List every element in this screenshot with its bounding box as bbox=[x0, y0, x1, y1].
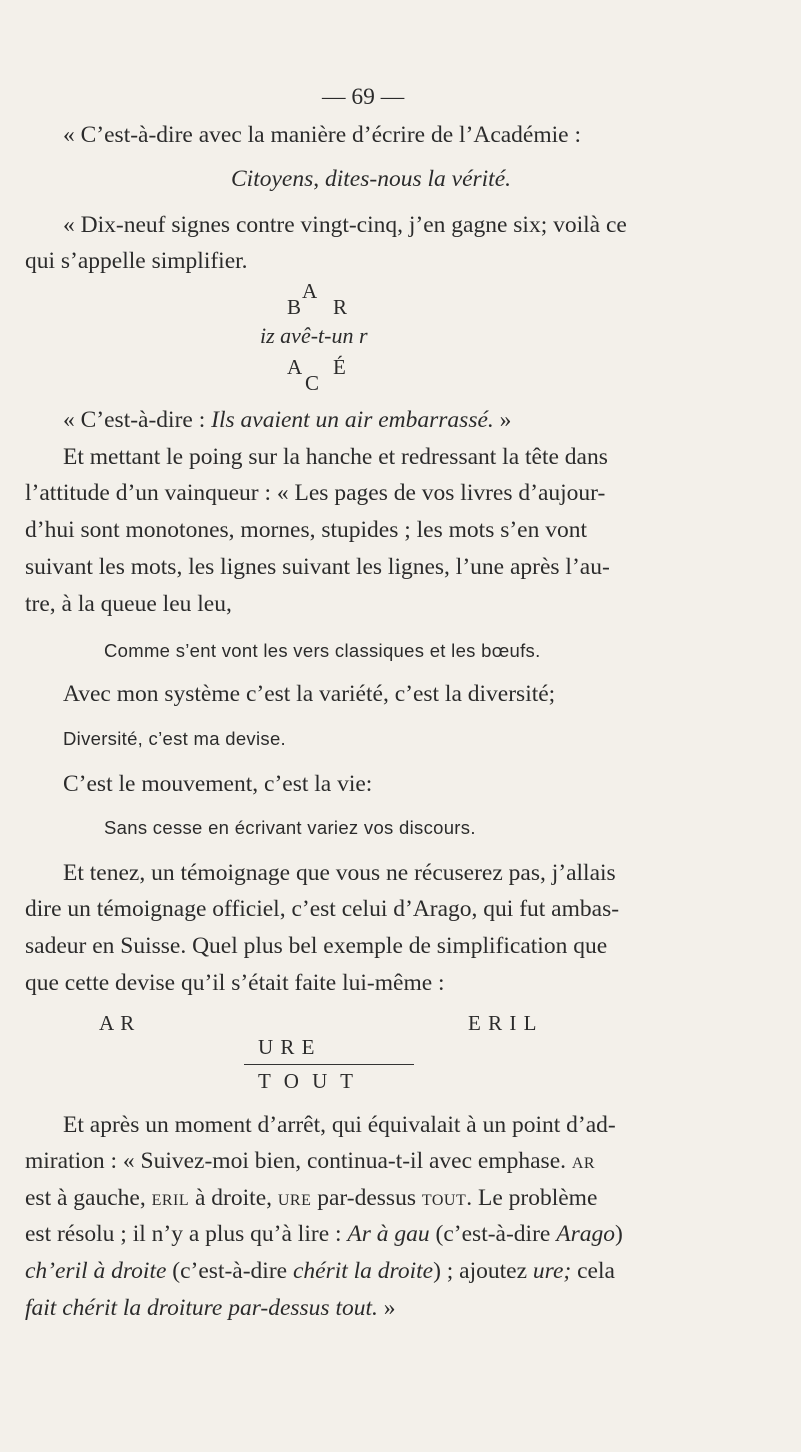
paragraph-systeme: Avec mon système c’est la variété, c’est la diversité; bbox=[63, 681, 556, 707]
text-suivez: miration : « Suivez-moi bien, continua-t-il avec emphase. bbox=[25, 1148, 566, 1174]
smallcaps-tout: tout bbox=[421, 1185, 467, 1211]
text-gauche: est à gauche, bbox=[25, 1185, 146, 1211]
text-paren: ) bbox=[614, 1221, 623, 1247]
rebus1-bottom-right: É bbox=[333, 355, 346, 379]
italic-ar-a-gau: Ar à gau bbox=[347, 1221, 430, 1247]
text-probleme: . Le problème bbox=[466, 1185, 598, 1211]
rebus1-bottom-low: C bbox=[305, 371, 320, 395]
smallcaps-eril: eril bbox=[151, 1185, 190, 1211]
paragraph-arret-line-2 bbox=[25, 1146, 595, 1176]
text-prefix: « C’est-à-dire : bbox=[63, 407, 212, 433]
paragraph-poing-line-4: suivant les mots, les lignes suivant les lignes, l’une après l’au- bbox=[25, 554, 610, 580]
text-suffix: » bbox=[493, 407, 512, 433]
rebus2-lower: T O U T bbox=[258, 1069, 357, 1093]
paragraph-academie-line-2 bbox=[231, 164, 511, 194]
verse-diversite: Diversité, c’est ma devise. bbox=[63, 728, 286, 749]
italic-embarrasse: Ils avaient un air embarrassé. bbox=[211, 407, 494, 433]
rebus2-upper: U R E bbox=[258, 1035, 316, 1059]
rebus2-divider bbox=[244, 1064, 414, 1065]
rebus1-top: A bbox=[302, 279, 318, 303]
paragraph-temoignage-line-2: dire un témoignage officiel, c’est celui d’Arago, qui fut ambas- bbox=[25, 896, 620, 922]
italic-cherit-la-droite: chérit la droite bbox=[292, 1258, 434, 1284]
verse-classiques: Comme s’ent vont les vers classiques et les bœufs. bbox=[104, 640, 541, 661]
paragraph-temoignage-line-1: Et tenez, un témoignage que vous ne récuserez pas, j’allais bbox=[63, 860, 616, 886]
paragraph-poing-line-2: l’attitude d’un vainqueur : « Les pages de vos livres d’aujour- bbox=[25, 480, 606, 506]
italic-dites-nous: dites-nous la vérité. bbox=[325, 166, 512, 192]
paragraph-temoignage-line-3: sadeur en Suisse. Quel plus bel exemple de simplification que bbox=[25, 933, 608, 959]
rebus2-left: A R bbox=[99, 1011, 136, 1035]
rebus1-right: R bbox=[333, 295, 348, 319]
paragraph-arret-line-4 bbox=[25, 1219, 623, 1249]
text-cest-a-dire: (c’est-à-dire bbox=[429, 1221, 557, 1247]
comma: , bbox=[313, 166, 325, 192]
text-resolu: est résolu ; il n’y a plus qu’à lire : bbox=[25, 1221, 348, 1247]
paragraph-arret-line-1: Et après un moment d’arrêt, qui équivalait à un point d’ad- bbox=[63, 1112, 616, 1138]
page-number: — 69 — bbox=[322, 84, 405, 110]
italic-droiture: fait chérit la droiture par-dessus tout. bbox=[25, 1295, 378, 1321]
paragraph-arret-line-3 bbox=[25, 1183, 597, 1213]
text-cest-a-dire-2: (c’est-à-dire bbox=[166, 1258, 293, 1284]
verse-sans-cesse: Sans cesse en écrivant variez vos discours. bbox=[104, 817, 476, 838]
italic-arago: Arago bbox=[556, 1221, 615, 1247]
text-ajoutez: ) ; ajoutez bbox=[433, 1258, 533, 1284]
text-close-quote: » bbox=[377, 1295, 396, 1321]
italic-cheril: ch’eril à droite bbox=[25, 1258, 167, 1284]
paragraph-embarrasse bbox=[63, 405, 511, 435]
text-droite: à droite, bbox=[195, 1185, 272, 1211]
paragraph-arret-line-5 bbox=[25, 1256, 615, 1286]
smallcaps-ure: ure bbox=[277, 1185, 312, 1211]
paragraph-academie-line-1: « C’est-à-dire avec la manière d’écrire de l’Académie : bbox=[63, 122, 582, 148]
paragraph-temoignage-line-4: que cette devise qu’il s’était faite lui-même : bbox=[25, 970, 445, 996]
paragraph-poing-line-5: tre, à la queue leu leu, bbox=[25, 591, 232, 617]
paragraph-poing-line-1: Et mettant le poing sur la hanche et redressant la tête dans bbox=[63, 444, 608, 470]
text-par-dessus: par-dessus bbox=[317, 1185, 416, 1211]
rebus1-bottom-left: A bbox=[287, 355, 303, 379]
text-cela: cela bbox=[571, 1258, 615, 1284]
paragraph-mouvement: C’est le mouvement, c’est la vie: bbox=[63, 771, 373, 797]
paragraph-poing-line-3: d’hui sont monotones, mornes, stupides ; les mots s’en vont bbox=[25, 517, 588, 543]
italic-citoyens: Citoyens bbox=[231, 166, 314, 192]
paragraph-signes-line-2: qui s’appelle simplifier. bbox=[25, 248, 248, 274]
paragraph-signes-line-1: « Dix-neuf signes contre vingt-cinq, j’en gagne six; voilà ce bbox=[63, 212, 627, 238]
rebus1-middle: iz avê-t-un r bbox=[260, 323, 368, 348]
rebus2-right: E R I L bbox=[468, 1011, 538, 1035]
smallcaps-ar: ar bbox=[571, 1148, 596, 1174]
paragraph-arret-line-6 bbox=[25, 1293, 396, 1323]
rebus1-left: B bbox=[287, 295, 302, 319]
italic-ure: ure; bbox=[532, 1258, 572, 1284]
